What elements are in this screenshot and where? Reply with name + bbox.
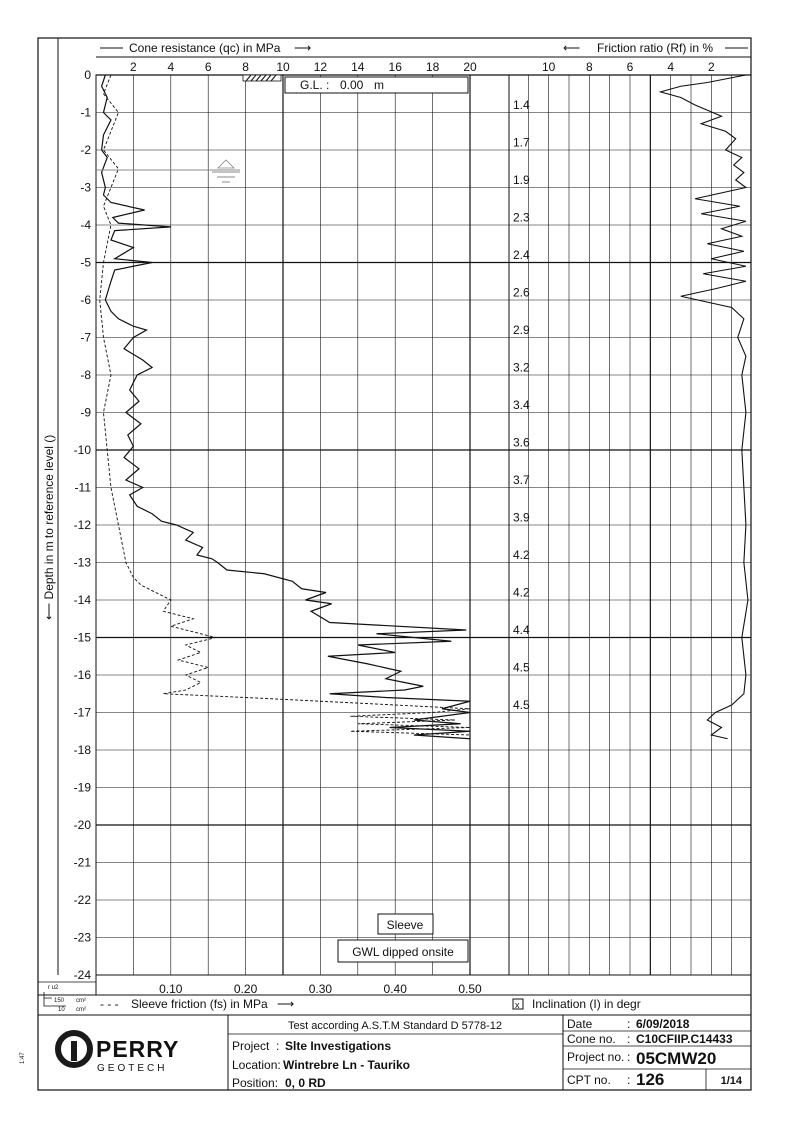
date-label: Date bbox=[567, 1017, 593, 1031]
rf-depth-value: 4.5 bbox=[513, 698, 530, 712]
rf-depth-value: 1.7 bbox=[513, 135, 530, 150]
location-value: Wintrebre Ln - Tauriko bbox=[283, 1058, 411, 1072]
rf-title-group bbox=[563, 41, 748, 55]
y-tick-label: -4 bbox=[80, 218, 91, 232]
rf-depth-value: 4.2 bbox=[513, 585, 530, 600]
cpt-label: CPT no. bbox=[567, 1073, 611, 1087]
qc-tick-label: 6 bbox=[204, 60, 212, 74]
rf-title: Friction ratio (Rf) in % bbox=[597, 41, 714, 55]
sleeve-label: Sleeve bbox=[386, 918, 424, 932]
position-label: Position: bbox=[232, 1076, 279, 1090]
page-number: 1/14 bbox=[720, 1075, 742, 1087]
area1-unit: cm² bbox=[76, 998, 86, 1004]
date-colon: : bbox=[627, 1017, 631, 1031]
gwl-label: GWL dipped onsite bbox=[352, 945, 454, 959]
y-axis-title-text: Depth in m to reference level () bbox=[42, 434, 56, 600]
project-no-label: Project no. bbox=[567, 1050, 625, 1064]
rf-depth-value: 3.7 bbox=[513, 473, 530, 487]
gl-unit: m bbox=[374, 78, 384, 92]
y-tick-label: -11 bbox=[74, 480, 91, 495]
y-tick-label: -2 bbox=[80, 143, 91, 157]
y-tick-label: 0 bbox=[84, 68, 91, 82]
inclination-x-icon: x bbox=[515, 1000, 520, 1010]
qc-tick-label: 12 bbox=[313, 60, 328, 74]
gl-value: 0.00 bbox=[340, 78, 364, 92]
y-tick-label: -21 bbox=[73, 855, 91, 870]
fs-tick-label: 0.40 bbox=[383, 982, 407, 996]
rf-tick-label: 4 bbox=[667, 60, 675, 74]
location-label: Location: bbox=[232, 1058, 281, 1072]
y-tick-label: -20 bbox=[73, 818, 91, 832]
rf-tick-label: 2 bbox=[707, 60, 715, 74]
project-value: Slte Investigations bbox=[285, 1039, 392, 1053]
perry-geotech-logo bbox=[58, 1033, 179, 1074]
area-ratio-legend bbox=[38, 982, 96, 1013]
test-standard: Test according A.S.T.M Standard D 5778-12 bbox=[287, 1020, 503, 1032]
rf-depth-value: 1.9 bbox=[513, 173, 530, 187]
y-tick-label: -23 bbox=[73, 930, 91, 945]
y-tick-label: -17 bbox=[73, 705, 91, 720]
rf-depth-value: 3.9 bbox=[513, 510, 530, 525]
y-tick-label: -18 bbox=[73, 743, 91, 757]
y-tick-label: -15 bbox=[73, 630, 91, 645]
y-tick-label: -24 bbox=[73, 968, 91, 982]
qc-title-group bbox=[100, 41, 311, 55]
side-code: 1:47 bbox=[20, 1052, 26, 1064]
qc-tick-label: 4 bbox=[167, 60, 175, 74]
y-tick-label: -5 bbox=[80, 255, 91, 270]
rf-depth-value: 2.3 bbox=[513, 210, 530, 225]
hatch-marker-icon bbox=[243, 75, 281, 81]
down-arrow-icon: ⟵ bbox=[42, 599, 56, 620]
cone-label: Cone no. bbox=[567, 1032, 616, 1046]
y-tick-label: -7 bbox=[80, 330, 91, 345]
y-tick-label: -12 bbox=[73, 518, 91, 532]
cone-colon: : bbox=[627, 1032, 631, 1046]
grid-layer bbox=[96, 75, 751, 975]
fs-tick-label: 0.50 bbox=[458, 982, 482, 996]
rf-depth-value: 4.5 bbox=[513, 660, 530, 675]
project-no-value: 05CMW20 bbox=[636, 1049, 717, 1068]
area1-value: 150 bbox=[54, 998, 65, 1004]
cone-value: C10CFIIP.C14433 bbox=[636, 1032, 733, 1046]
fs-tick-label: 0.20 bbox=[233, 982, 258, 996]
y-tick-label: -19 bbox=[73, 780, 91, 795]
fs-tick-label: 0.10 bbox=[159, 982, 183, 996]
y-tick-label: -10 bbox=[73, 443, 91, 457]
fs-tick-label: 0.30 bbox=[308, 982, 333, 996]
gl-label: G.L. : bbox=[300, 78, 330, 92]
rf-depth-value: 3.4 bbox=[513, 398, 530, 412]
qc-title: Cone resistance (qc) in MPa bbox=[129, 41, 281, 55]
area2-value: 10 bbox=[58, 1007, 65, 1013]
rf-depth-value: 1.4 bbox=[513, 98, 530, 112]
right-arrow-icon: ⟶ bbox=[294, 41, 312, 55]
y-tick-label: -9 bbox=[80, 405, 91, 420]
project-colon: : bbox=[276, 1039, 280, 1053]
rf-depth-value: 2.6 bbox=[513, 285, 530, 300]
logo-wordmark: PERRY bbox=[96, 1036, 180, 1062]
qc-series-line bbox=[102, 75, 470, 739]
qc-tick-label: 20 bbox=[463, 60, 477, 74]
position-value: 0, 0 RD bbox=[285, 1076, 326, 1090]
rf-tick-label: 10 bbox=[541, 60, 556, 74]
y-tick-label: -3 bbox=[80, 180, 91, 195]
rf-depth-value: 3.6 bbox=[513, 435, 530, 450]
qc-tick-label: 18 bbox=[425, 60, 440, 74]
y-tick-label: -13 bbox=[73, 555, 91, 570]
qc-tick-label: 14 bbox=[351, 60, 365, 74]
cpt-value: 126 bbox=[636, 1070, 665, 1089]
y-axis-title bbox=[42, 435, 56, 620]
tick-layer bbox=[74, 60, 715, 982]
rf-depth-value: 2.9 bbox=[513, 323, 530, 337]
y-tick-label: -8 bbox=[80, 368, 91, 382]
fs-arrow-icon: ⟶ bbox=[277, 997, 295, 1011]
logo-subtitle: GEOTECH bbox=[97, 1063, 168, 1074]
date-value: 6/09/2018 bbox=[636, 1017, 690, 1031]
rf-depth-value: 4.2 bbox=[513, 548, 530, 562]
qc-tick-label: 10 bbox=[276, 60, 290, 74]
ru2-label: r u2 bbox=[48, 985, 59, 991]
y-tick-label: -6 bbox=[80, 293, 91, 307]
cpt-colon: : bbox=[627, 1073, 631, 1087]
fs-tick-layer bbox=[159, 982, 482, 996]
y-tick-label: -14 bbox=[73, 593, 91, 607]
rf-series-line bbox=[661, 75, 748, 739]
y-tick-label: -1 bbox=[80, 105, 91, 120]
fs-series-line bbox=[100, 75, 470, 735]
rf-depth-value: 4.4 bbox=[513, 623, 530, 637]
y-tick-label: -16 bbox=[73, 668, 91, 682]
project-label: Project bbox=[232, 1039, 270, 1053]
qc-tick-label: 8 bbox=[242, 60, 249, 74]
qc-tick-label: 16 bbox=[388, 60, 402, 74]
project-no-colon: : bbox=[627, 1050, 631, 1064]
qc-tick-label: 2 bbox=[130, 60, 137, 74]
fs-title: Sleeve friction (fs) in MPa bbox=[131, 997, 268, 1011]
rf-tick-label: 8 bbox=[585, 60, 593, 74]
area2-unit: cm² bbox=[76, 1007, 86, 1013]
inclination-title: Inclination (I) in degr bbox=[532, 997, 641, 1011]
rf-tick-label: 6 bbox=[626, 60, 634, 74]
fs-title-dash-icon: - - - bbox=[100, 997, 119, 1011]
left-arrow-icon: ⟵ bbox=[563, 41, 581, 55]
y-tick-label: -22 bbox=[73, 893, 91, 907]
rf-depth-value: 3.2 bbox=[513, 360, 530, 375]
rf-depth-value: 2.4 bbox=[513, 248, 530, 262]
